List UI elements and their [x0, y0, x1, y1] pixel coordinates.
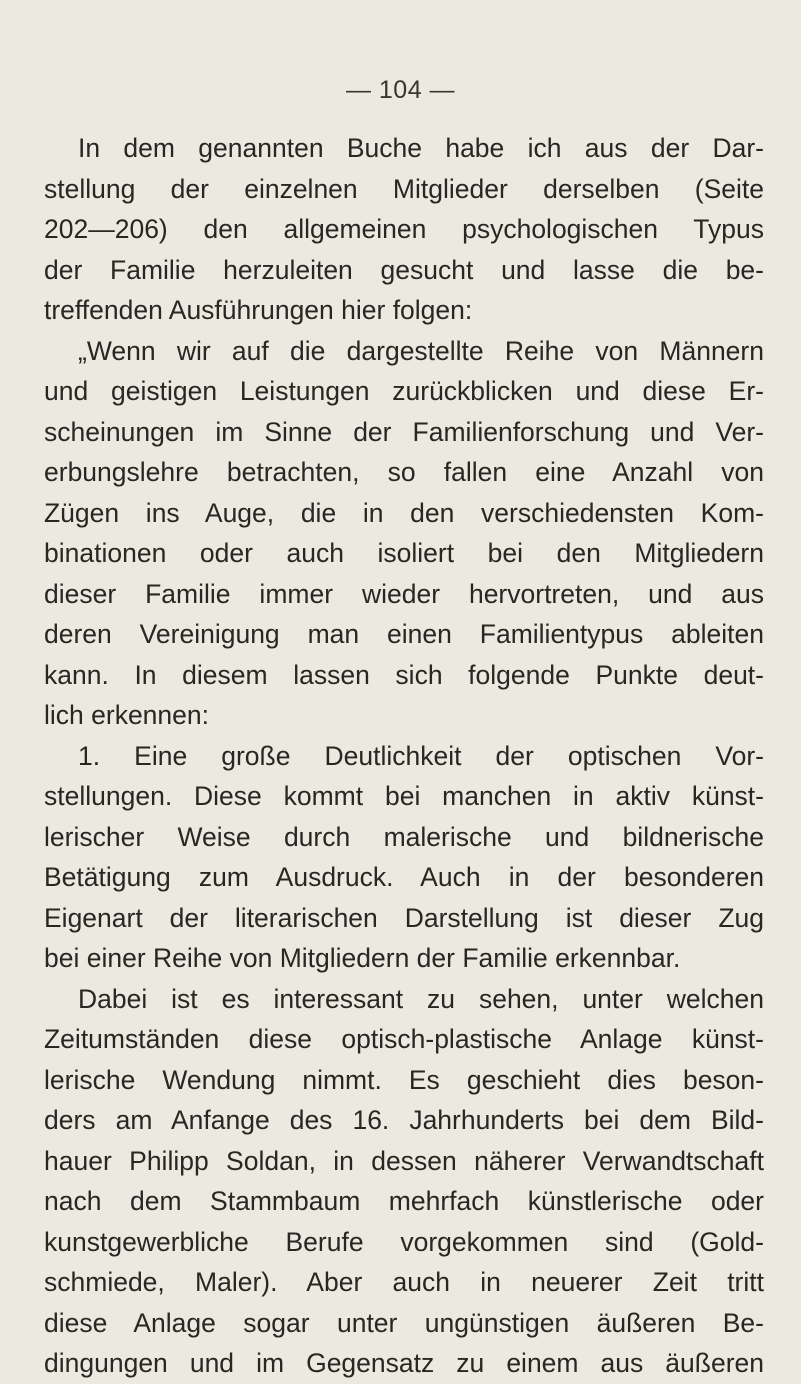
text-line: deren Vereinigung man einen Familientypus ableiten — [44, 619, 764, 649]
text-line: dieser Familie immer wieder hervortreten, und aus — [44, 578, 764, 609]
text-line: der Familie herzuleiten gesucht und lasse die be- — [44, 254, 764, 285]
text-line: binationen oder auch isoliert bei den Mitgliedern — [44, 538, 764, 568]
text-line: Zeitumständen diese optisch-plastische Anlage künst- — [44, 1024, 764, 1054]
text-line: 202—206) den allgemeinen psychologischen Typus — [44, 214, 764, 244]
text-line: schmiede, Maler). Aber auch in neuerer Zeit tritt — [44, 1267, 764, 1297]
page-number: — 104 — — [345, 76, 456, 104]
text-line: Dabei ist es interessant zu sehen, unter welchen — [78, 983, 764, 1014]
text-line: scheinungen im Sinne der Familienforschung und Ver- — [44, 416, 764, 447]
text-line: lerische Wendung nimmt. Es geschieht dies beson- — [44, 1064, 764, 1095]
text-line: bei einer Reihe von Mitgliedern der Familie erkennbar. — [44, 943, 681, 973]
text-line: Zügen ins Auge, die in den verschiedensten Kom- — [44, 497, 764, 528]
text-line: diese Anlage sogar unter ungünstigen äußeren Be- — [44, 1307, 764, 1338]
text-line: und geistigen Leistungen zurückblicken und diese Er- — [44, 376, 764, 406]
text-line: Eigenart der literarischen Darstellung ist dieser Zug — [44, 902, 764, 933]
text-line: kunstgewerbliche Berufe vorgekommen sind (Gold- — [44, 1226, 764, 1257]
text-line: dingungen und im Gegensatz zu einem aus äußeren — [44, 1348, 764, 1378]
text-line: 1. Eine große Deutlichkeit der optischen Vor- — [78, 740, 764, 771]
text-line: nach dem Stammbaum mehrfach künstlerische oder — [44, 1186, 764, 1216]
text-line: lerischer Weise durch malerische und bildnerische — [44, 821, 764, 852]
text-line: erbungslehre betrachten, so fallen eine Anzahl von — [44, 457, 764, 487]
body-text — [44, 128, 764, 1384]
text-line: treffenden Ausführungen hier folgen: — [44, 295, 473, 325]
text-line: kann. In diesem lassen sich folgende Punkte deut- — [44, 659, 764, 690]
text-line: hauer Philipp Soldan, in dessen näherer Verwandtschaft — [44, 1145, 764, 1176]
text-line: Betätigung zum Ausdruck. Auch in der besonderen — [44, 862, 764, 892]
text-line: In dem genannten Buche habe ich aus der Dar- — [78, 133, 764, 163]
text-line: „Wenn wir auf die dargestellte Reihe von Männern — [78, 335, 764, 366]
text-line: stellung der einzelnen Mitglieder derselben (Seite — [44, 173, 764, 204]
text-line: stellungen. Diese kommt bei manchen in aktiv künst- — [44, 781, 764, 811]
text-line: lich erkennen: — [44, 700, 209, 730]
text-line: ders am Anfange des 16. Jahrhunderts bei dem Bild- — [44, 1105, 764, 1135]
